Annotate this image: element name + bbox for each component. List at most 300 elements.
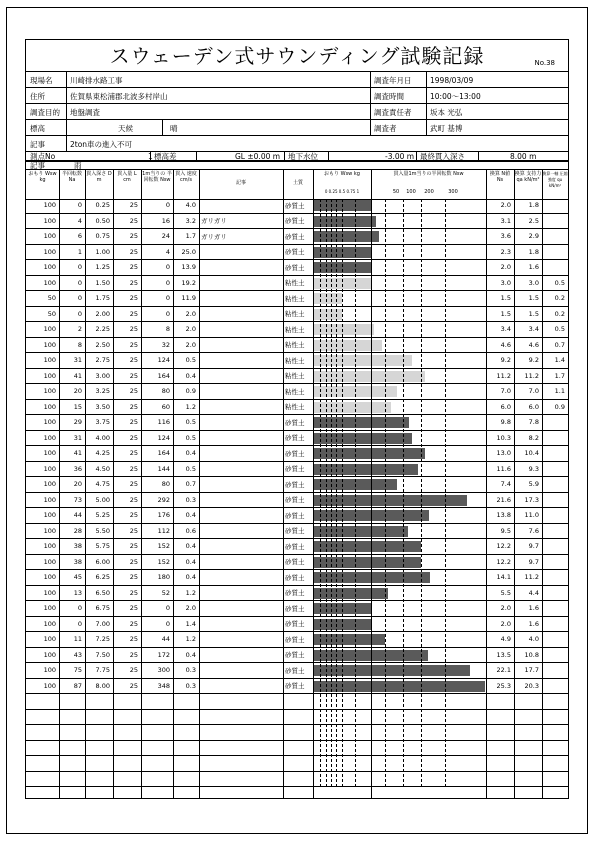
cell-remark — [199, 477, 283, 492]
cell-na: 75 — [73, 666, 82, 675]
cell-qa: 17.3 — [524, 495, 539, 504]
header-row-site — [26, 71, 568, 88]
cell-na: 45 — [73, 573, 82, 582]
manager-label: 調査責任者 — [374, 107, 412, 117]
cell-qu: 0.5 — [554, 325, 565, 334]
cell-depth: 8.00 — [95, 681, 110, 690]
cell-speed: 0.3 — [185, 495, 196, 504]
cell-qa: 8.2 — [528, 433, 539, 442]
cell-nsw: 32 — [161, 340, 170, 349]
cell-remark — [199, 632, 283, 647]
cell-speed: 0.5 — [185, 418, 196, 427]
cell-qu — [542, 415, 568, 430]
cell-depth: 4.75 — [95, 480, 110, 489]
cell-qa: 2.5 — [528, 216, 539, 225]
cell-remark — [199, 245, 283, 260]
document-number: No.38 — [534, 59, 555, 67]
cell-wsw: 100 — [43, 247, 56, 256]
cell-nsw: 176 — [157, 511, 170, 520]
cell-wsw: 100 — [43, 325, 56, 334]
cell-soil: 粘性土 — [285, 310, 305, 319]
cell-na: 20 — [73, 480, 82, 489]
chart-grid-line — [336, 199, 337, 787]
cell-nsw: 152 — [157, 557, 170, 566]
surveyor-value: 武町 基博 — [430, 123, 463, 133]
cell-remark — [199, 291, 283, 306]
cell-soil: 粘性土 — [285, 294, 305, 303]
grid-line — [113, 169, 114, 799]
cell-nsw: 292 — [157, 495, 170, 504]
cell-n-value: 22.1 — [496, 666, 511, 675]
cell-remark: ガリガリ — [201, 217, 227, 226]
cell-wsw: 100 — [43, 433, 56, 442]
cell-n-value: 12.2 — [496, 542, 511, 551]
cell-remark — [199, 555, 283, 570]
manager-value: 坂本 光弘 — [430, 107, 463, 117]
site-label: 現場名 — [30, 75, 53, 85]
cell-na: 8 — [77, 340, 82, 349]
cell-wsw: 100 — [43, 511, 56, 520]
cell-wsw: 100 — [43, 387, 56, 396]
cell-soil: 砂質土 — [285, 418, 305, 427]
cell-remark — [199, 276, 283, 291]
cell-n-value: 9.5 — [500, 526, 511, 535]
cell-wsw: 100 — [43, 402, 56, 411]
cell-n-value: 7.0 — [500, 387, 511, 396]
chart-grid-line — [385, 199, 386, 787]
cell-wsw: 100 — [43, 557, 56, 566]
cell-na: 38 — [73, 557, 82, 566]
cell-n-value: 13.0 — [496, 449, 511, 458]
cell-nsw: 0 — [165, 309, 170, 318]
cell-wsw: 100 — [43, 681, 56, 690]
cell-n-value: 2.0 — [500, 263, 511, 272]
groundwater-label: 地下水位 — [288, 152, 318, 161]
cell-remark — [199, 648, 283, 663]
cell-na: 2 — [77, 325, 82, 334]
cell-wsw: 100 — [43, 232, 56, 241]
cell-qa: 11.2 — [524, 573, 539, 582]
cell-speed: 11.9 — [181, 294, 196, 303]
cell-speed: 0.5 — [185, 464, 196, 473]
cell-penetration: 25 — [129, 511, 138, 520]
cell-qu: 1.7 — [554, 371, 565, 380]
cell-soil: 砂質土 — [285, 248, 305, 257]
cell-wsw: 50 — [47, 294, 56, 303]
nsw-bar — [371, 464, 418, 475]
cell-wsw: 100 — [43, 495, 56, 504]
header-row-elevation — [26, 119, 568, 136]
cell-nsw: 0 — [165, 604, 170, 613]
nsw-bar — [371, 448, 425, 459]
cell-remark — [199, 353, 283, 368]
cell-soil: 砂質土 — [285, 527, 305, 536]
cell-remark — [199, 307, 283, 322]
cell-depth: 3.25 — [95, 387, 110, 396]
cell-speed: 1.4 — [185, 619, 196, 628]
cell-depth: 6.50 — [95, 588, 110, 597]
cell-soil: 砂質土 — [285, 217, 305, 226]
cell-soil: 粘性土 — [285, 279, 305, 288]
cell-wsw: 100 — [43, 666, 56, 675]
cell-nsw: 16 — [161, 216, 170, 225]
cell-nsw: 112 — [157, 526, 170, 535]
cell-depth: 5.00 — [95, 495, 110, 504]
cell-qa: 1.5 — [528, 294, 539, 303]
cell-qa: 1.8 — [528, 247, 539, 256]
cell-n-value: 7.4 — [500, 480, 511, 489]
cell-n-value: 2.3 — [500, 247, 511, 256]
cell-depth: 5.25 — [95, 511, 110, 520]
cell-remark — [199, 260, 283, 275]
nsw-bar — [371, 650, 428, 661]
nsw-bar — [371, 557, 421, 568]
weight-bar — [313, 293, 342, 304]
nsw-bar — [371, 681, 485, 692]
cell-depth: 2.50 — [95, 340, 110, 349]
cell-remark — [199, 586, 283, 601]
cell-qa: 3.0 — [528, 278, 539, 287]
cell-depth: 6.25 — [95, 573, 110, 582]
chart-grid-line — [342, 199, 343, 787]
cell-penetration: 25 — [129, 573, 138, 582]
cell-penetration: 25 — [129, 309, 138, 318]
elevation-label: 標高 — [30, 123, 45, 133]
cell-nsw: 0 — [165, 201, 170, 210]
header-row-note — [26, 135, 568, 152]
nsw-tick-50: 50 — [392, 189, 400, 195]
cell-qu — [542, 214, 568, 229]
cell-speed: 4.0 — [185, 201, 196, 210]
cell-nsw: 0 — [165, 619, 170, 628]
cell-na: 20 — [73, 387, 82, 396]
cell-n-value: 2.0 — [500, 201, 511, 210]
cell-n-value: 4.9 — [500, 635, 511, 644]
cell-depth: 7.50 — [95, 650, 110, 659]
cell-n-value: 25.3 — [496, 681, 511, 690]
cell-penetration: 25 — [129, 371, 138, 380]
cell-remark — [199, 462, 283, 477]
cell-qa: 1.6 — [528, 604, 539, 613]
cell-penetration: 25 — [129, 402, 138, 411]
cell-qa: 9.7 — [528, 557, 539, 566]
cell-qa: 2.9 — [528, 232, 539, 241]
cell-wsw: 100 — [43, 635, 56, 644]
cell-n-value: 13.8 — [496, 511, 511, 520]
cell-qu — [542, 508, 568, 523]
date-label: 調査年月日 — [374, 75, 412, 85]
cell-remark — [199, 322, 283, 337]
cell-speed: 2.0 — [185, 340, 196, 349]
weather-label: 天候 — [118, 123, 133, 133]
col-wsw: おもり Wsw kg — [28, 171, 57, 183]
cell-wsw: 100 — [43, 278, 56, 287]
cell-soil: 砂質土 — [285, 651, 305, 660]
cell-penetration: 25 — [129, 480, 138, 489]
cell-penetration: 25 — [129, 232, 138, 241]
nsw-tick-200: 200 — [424, 189, 434, 195]
groundwater-value: -3.00 m — [385, 152, 415, 161]
cell-qa: 11.2 — [524, 371, 539, 380]
address-value: 佐賀県東松浦郡北波多村岸山 — [70, 91, 168, 101]
cell-nsw: 0 — [165, 263, 170, 272]
cell-qu — [542, 601, 568, 616]
cell-remark — [199, 400, 283, 415]
cell-qu — [542, 648, 568, 663]
cell-soil: 粘性土 — [285, 372, 305, 381]
cell-na: 29 — [73, 418, 82, 427]
cell-speed: 0.4 — [185, 542, 196, 551]
cell-nsw: 164 — [157, 449, 170, 458]
cell-n-value: 1.5 — [500, 309, 511, 318]
cell-na: 73 — [73, 495, 82, 504]
cell-qu — [542, 493, 568, 508]
nsw-bar — [371, 231, 379, 242]
weight-bar — [313, 309, 342, 320]
nsw-bar — [371, 402, 391, 413]
cell-penetration: 25 — [129, 542, 138, 551]
cell-depth: 3.75 — [95, 418, 110, 427]
cell-remark — [199, 431, 283, 446]
cell-remark — [199, 617, 283, 632]
cell-penetration: 25 — [129, 433, 138, 442]
cell-qa: 20.3 — [524, 681, 539, 690]
col-soil: 土質 — [292, 180, 303, 186]
cell-n-value: 3.4 — [500, 325, 511, 334]
cell-qu — [542, 555, 568, 570]
cell-penetration: 25 — [129, 325, 138, 334]
point-label: 測点No — [30, 152, 56, 161]
cell-na: 4 — [77, 216, 82, 225]
cell-depth: 2.75 — [95, 356, 110, 365]
grid-line — [173, 169, 174, 799]
cell-speed: 0.4 — [185, 573, 196, 582]
cell-na: 0 — [77, 201, 82, 210]
cell-soil: 砂質土 — [285, 434, 305, 443]
cell-soil: 砂質土 — [285, 589, 305, 598]
cell-soil: 砂質土 — [285, 232, 305, 241]
nsw-bar — [371, 355, 412, 366]
cell-penetration: 25 — [129, 387, 138, 396]
cell-qu — [542, 229, 568, 244]
cell-qa: 10.8 — [524, 650, 539, 659]
cell-nsw: 180 — [157, 573, 170, 582]
grid-line — [199, 169, 200, 799]
cell-qu — [542, 524, 568, 539]
cell-penetration: 25 — [129, 526, 138, 535]
cell-qu — [542, 462, 568, 477]
grid-line — [59, 169, 60, 799]
date-value: 1998/03/09 — [430, 75, 474, 85]
cell-na: 15 — [73, 402, 82, 411]
cell-na: 0 — [77, 263, 82, 272]
cell-depth: 4.25 — [95, 449, 110, 458]
cell-nsw: 348 — [157, 681, 170, 690]
cell-n-value: 12.2 — [496, 557, 511, 566]
cell-nsw: 80 — [161, 387, 170, 396]
cell-soil: 粘性土 — [285, 341, 305, 350]
nsw-bar — [371, 340, 382, 351]
cell-qa: 1.6 — [528, 263, 539, 272]
nsw-bar — [371, 371, 425, 382]
cell-speed: 19.2 — [181, 278, 196, 287]
grid-line — [486, 169, 487, 799]
cell-qu — [542, 632, 568, 647]
cell-speed: 0.4 — [185, 371, 196, 380]
cell-na: 28 — [73, 526, 82, 535]
cell-qu — [542, 539, 568, 554]
cell-qa: 7.8 — [528, 418, 539, 427]
cell-na: 41 — [73, 449, 82, 458]
weight-chart-ticks: 0 0.25 0.5 0.75 1 — [324, 189, 360, 194]
cell-nsw: 44 — [161, 635, 170, 644]
cell-remark — [199, 601, 283, 616]
cell-penetration: 25 — [129, 263, 138, 272]
cell-qa: 4.0 — [528, 635, 539, 644]
cell-qa: 1.6 — [528, 619, 539, 628]
cell-depth: 0.75 — [95, 232, 110, 241]
cell-qa: 3.4 — [528, 325, 539, 334]
cell-qa: 9.7 — [528, 542, 539, 551]
cell-qa: 4.4 — [528, 588, 539, 597]
cell-n-value: 9.2 — [500, 356, 511, 365]
cell-penetration: 25 — [129, 201, 138, 210]
cell-remark: ガリガリ — [201, 232, 227, 241]
cell-qu — [542, 431, 568, 446]
cell-depth: 5.50 — [95, 526, 110, 535]
cell-penetration: 25 — [129, 449, 138, 458]
cell-soil: 粘性土 — [285, 356, 305, 365]
cell-depth: 2.25 — [95, 325, 110, 334]
cell-speed: 0.9 — [185, 387, 196, 396]
cell-wsw: 100 — [43, 449, 56, 458]
cell-nsw: 152 — [157, 542, 170, 551]
time-label: 調査時間 — [374, 91, 404, 101]
cell-qu — [542, 570, 568, 585]
cell-na: 0 — [77, 294, 82, 303]
cell-depth: 3.50 — [95, 402, 110, 411]
cell-qu: 1.4 — [554, 356, 565, 365]
cell-wsw: 100 — [43, 371, 56, 380]
cell-depth: 7.00 — [95, 619, 110, 628]
cell-nsw: 52 — [161, 588, 170, 597]
cell-remark — [199, 663, 283, 678]
grid-line — [542, 169, 543, 799]
cell-qu: 0.7 — [554, 340, 565, 349]
grid-line — [514, 169, 515, 799]
cell-speed: 0.4 — [185, 511, 196, 520]
site-value: 川崎排水路工事 — [70, 75, 123, 85]
cell-speed: 2.0 — [185, 604, 196, 613]
cell-nsw: 24 — [161, 232, 170, 241]
cell-soil: 砂質土 — [285, 201, 305, 210]
cell-wsw: 100 — [43, 526, 56, 535]
cell-na: 87 — [73, 681, 82, 690]
cell-n-value: 2.0 — [500, 604, 511, 613]
elev-diff-value: GL ±0.00 m — [235, 152, 281, 161]
cell-nsw: 300 — [157, 666, 170, 675]
cell-speed: 0.4 — [185, 557, 196, 566]
grid-line — [85, 169, 86, 799]
cell-na: 0 — [77, 309, 82, 318]
cell-na: 38 — [73, 542, 82, 551]
cell-wsw: 100 — [43, 263, 56, 272]
chart-grid-line — [355, 199, 356, 787]
chart-grid-line — [320, 199, 321, 787]
cell-nsw: 116 — [157, 418, 170, 427]
cell-soil: 砂質土 — [285, 666, 305, 675]
elev-diff-label: 標高差 — [154, 152, 177, 161]
cell-speed: 0.5 — [185, 433, 196, 442]
cell-speed: 2.0 — [185, 309, 196, 318]
cell-qu: 1.1 — [554, 387, 565, 396]
cell-wsw: 100 — [43, 604, 56, 613]
cell-remark — [199, 338, 283, 353]
cell-depth: 1.00 — [95, 247, 110, 256]
cell-n-value: 11.2 — [496, 371, 511, 380]
cell-n-value: 3.0 — [500, 278, 511, 287]
cell-qu — [542, 477, 568, 492]
cell-qu — [542, 663, 568, 678]
cell-remark — [199, 570, 283, 585]
cell-speed: 25.0 — [181, 247, 196, 256]
col-qa: 換算 支持力 qa kN/m² — [514, 171, 542, 183]
cell-qu — [542, 198, 568, 213]
cell-soil: 砂質土 — [285, 263, 305, 272]
cell-speed: 1.2 — [185, 635, 196, 644]
cell-depth: 2.00 — [95, 309, 110, 318]
cell-nsw: 164 — [157, 371, 170, 380]
purpose-label: 調査目的 — [30, 107, 60, 117]
surveyor-label: 調査者 — [374, 123, 397, 133]
cell-wsw: 100 — [43, 619, 56, 628]
cell-qa: 9.3 — [528, 464, 539, 473]
cell-nsw: 8 — [165, 325, 170, 334]
cell-nsw: 124 — [157, 356, 170, 365]
cell-nsw: 0 — [165, 278, 170, 287]
cell-wsw: 100 — [43, 464, 56, 473]
note2-label: 記事 — [30, 161, 45, 170]
time-value: 10:00～13:00 — [430, 91, 481, 101]
cell-soil: 砂質土 — [285, 496, 305, 505]
cell-soil: 砂質土 — [285, 604, 305, 613]
cell-qu — [542, 617, 568, 632]
cell-soil: 砂質土 — [285, 620, 305, 629]
col-qu: 換算一軸 圧縮強度 qu kN/m² — [542, 171, 568, 188]
cell-remark — [199, 446, 283, 461]
col-penetration: 貫入量 L cm — [117, 171, 137, 183]
cell-soil: 砂質土 — [285, 511, 305, 520]
cell-soil: 砂質土 — [285, 573, 305, 582]
cell-na: 44 — [73, 511, 82, 520]
chart-grid-line — [403, 199, 404, 787]
cell-wsw: 50 — [47, 309, 56, 318]
cell-n-value: 6.0 — [500, 402, 511, 411]
cell-wsw: 100 — [43, 573, 56, 582]
cell-depth: 3.00 — [95, 371, 110, 380]
cell-penetration: 25 — [129, 681, 138, 690]
cell-speed: 3.2 — [185, 216, 196, 225]
cell-n-value: 3.6 — [500, 232, 511, 241]
nsw-bar — [371, 433, 412, 444]
address-label: 住所 — [30, 91, 45, 101]
max-depth-value: 8.00 m — [510, 152, 537, 161]
cell-na: 0 — [77, 619, 82, 628]
cell-penetration: 25 — [129, 464, 138, 473]
cell-penetration: 25 — [129, 294, 138, 303]
cell-nsw: 0 — [165, 294, 170, 303]
cell-remark — [199, 369, 283, 384]
